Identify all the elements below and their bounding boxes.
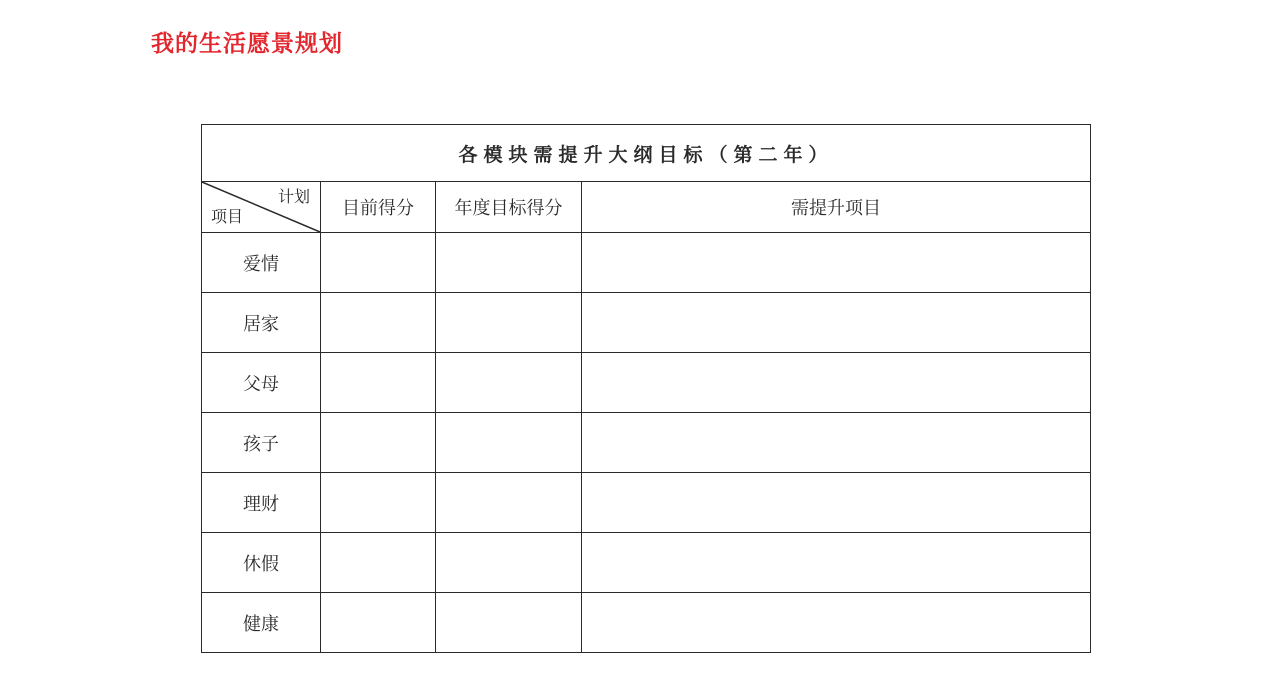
improvement-items-cell[interactable] (582, 593, 1091, 653)
column-header-annual-target: 年度目标得分 (436, 182, 582, 233)
improvement-items-cell[interactable] (582, 533, 1091, 593)
corner-item-label: 项目 (211, 207, 244, 226)
row-label-love: 爱情 (202, 233, 321, 293)
row-label-finance: 理财 (202, 473, 321, 533)
row-label-health: 健康 (202, 593, 321, 653)
table-row (202, 533, 1091, 593)
improvement-items-cell[interactable] (582, 293, 1091, 353)
table-header-row (202, 182, 1091, 233)
current-score-cell[interactable] (321, 233, 436, 293)
annual-target-cell[interactable] (436, 473, 582, 533)
corner-plan-label: 计划 (277, 187, 310, 206)
page-title: 我的生活愿景规划 (151, 31, 343, 57)
current-score-cell[interactable] (321, 473, 436, 533)
row-label-children: 孩子 (202, 413, 321, 473)
corner-header-cell (202, 182, 321, 233)
annual-target-cell[interactable] (436, 353, 582, 413)
table-row (202, 353, 1091, 413)
current-score-cell[interactable] (321, 353, 436, 413)
row-label-parents: 父母 (202, 353, 321, 413)
annual-target-cell[interactable] (436, 593, 582, 653)
table-row (202, 473, 1091, 533)
annual-target-cell[interactable] (436, 413, 582, 473)
row-label-vacation: 休假 (202, 533, 321, 593)
table-caption-row (202, 125, 1091, 182)
annual-target-cell[interactable] (436, 293, 582, 353)
improvement-items-cell[interactable] (582, 473, 1091, 533)
current-score-cell[interactable] (321, 413, 436, 473)
column-header-improvement-items: 需提升项目 (582, 182, 1091, 233)
table-row (202, 293, 1091, 353)
current-score-cell[interactable] (321, 593, 436, 653)
improvement-items-cell[interactable] (582, 413, 1091, 473)
annual-target-cell[interactable] (436, 533, 582, 593)
improvement-items-cell[interactable] (582, 233, 1091, 293)
plan-table (201, 124, 1091, 653)
table-row (202, 413, 1091, 473)
annual-target-cell[interactable] (436, 233, 582, 293)
current-score-cell[interactable] (321, 533, 436, 593)
current-score-cell[interactable] (321, 293, 436, 353)
table-caption: 各模块需提升大纲目标（第二年） (202, 125, 1091, 182)
column-header-current-score: 目前得分 (321, 182, 436, 233)
table-row (202, 233, 1091, 293)
row-label-home: 居家 (202, 293, 321, 353)
table-row (202, 593, 1091, 653)
improvement-items-cell[interactable] (582, 353, 1091, 413)
